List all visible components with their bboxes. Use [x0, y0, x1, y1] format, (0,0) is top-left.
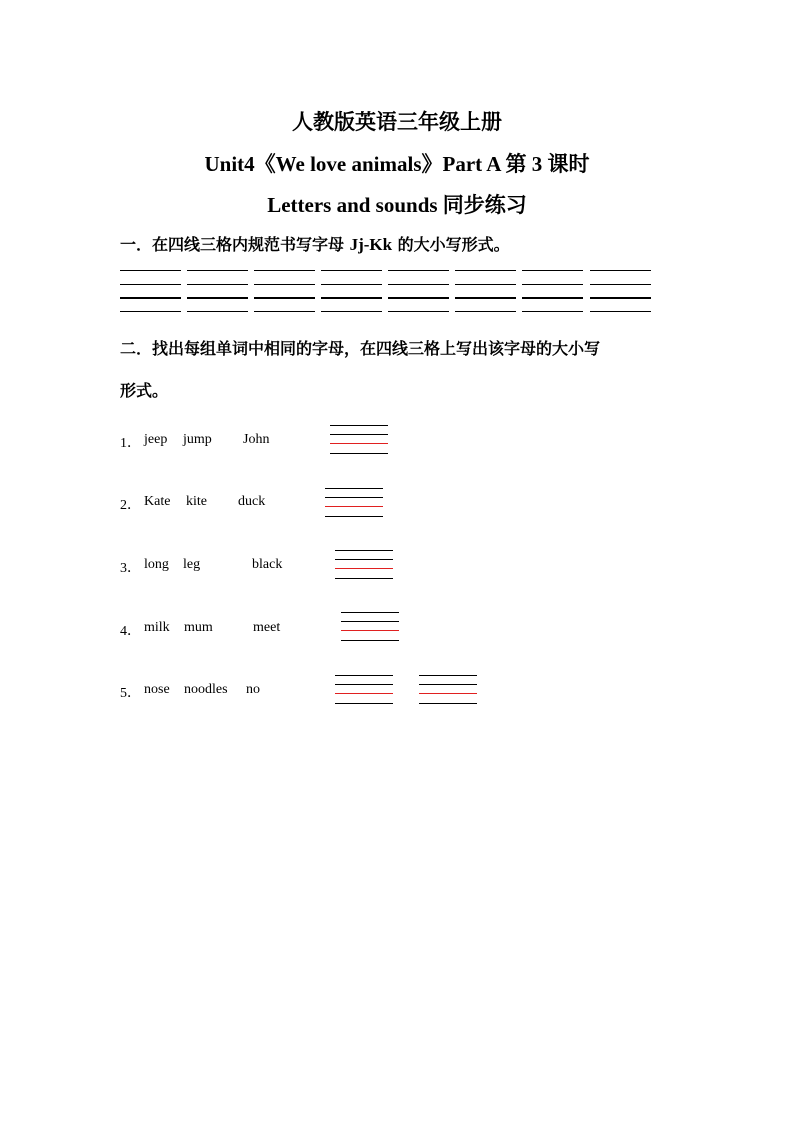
- writing-cell[interactable]: [388, 268, 449, 316]
- item-word: long: [144, 557, 169, 572]
- writing-cell[interactable]: [455, 268, 516, 316]
- item-word: black: [252, 557, 283, 572]
- item-word: duck: [238, 494, 266, 509]
- item-word: jump: [183, 432, 212, 447]
- four-line-writing-row[interactable]: [120, 268, 656, 316]
- item-number: 5．: [120, 686, 141, 701]
- section-2-instruction-cont: 形式。: [120, 381, 169, 400]
- writing-cell[interactable]: [321, 268, 382, 316]
- writing-cell[interactable]: [254, 268, 315, 316]
- answer-writing-box[interactable]: [341, 612, 399, 642]
- item-number: 1．: [120, 436, 141, 451]
- item-word: no: [246, 682, 260, 697]
- writing-cell[interactable]: [187, 268, 248, 316]
- item-number: 4．: [120, 624, 141, 639]
- answer-writing-box[interactable]: [335, 550, 393, 580]
- answer-writing-box[interactable]: [419, 675, 477, 705]
- writing-cell[interactable]: [120, 268, 181, 316]
- item-word: Kate: [144, 494, 171, 509]
- answer-writing-box[interactable]: [335, 675, 393, 705]
- item-number: 2．: [120, 498, 141, 513]
- page-subtitle: Unit4《We love animals》Part A 第 3 课时: [204, 152, 590, 176]
- section-1-instruction: [120, 232, 510, 255]
- section-1-prefix: 一．在四线三格内规范书写字母: [120, 235, 350, 254]
- page-title: 人教版英语三年级上册: [292, 110, 502, 134]
- section-1-letters: Jj-Kk: [349, 235, 393, 254]
- item-word: nose: [144, 682, 170, 697]
- item-word: kite: [186, 494, 207, 509]
- writing-cell[interactable]: [590, 268, 651, 316]
- item-word: John: [243, 432, 270, 447]
- item-number: 3．: [120, 561, 141, 576]
- item-word: milk: [144, 620, 170, 635]
- item-word: leg: [183, 557, 201, 572]
- item-word: noodles: [184, 682, 228, 697]
- answer-writing-box[interactable]: [330, 425, 388, 455]
- page-subtitle-2: Letters and sounds 同步练习: [267, 193, 527, 217]
- answer-writing-box[interactable]: [325, 488, 383, 518]
- item-word: meet: [253, 620, 281, 635]
- writing-cell[interactable]: [522, 268, 583, 316]
- item-word: jeep: [144, 432, 168, 447]
- section-1-suffix: 的大小写形式。: [392, 235, 510, 254]
- item-word: mum: [184, 620, 213, 635]
- section-2-instruction: 二．找出每组单词中相同的字母，在四线三格上写出该字母的大小写: [120, 339, 601, 358]
